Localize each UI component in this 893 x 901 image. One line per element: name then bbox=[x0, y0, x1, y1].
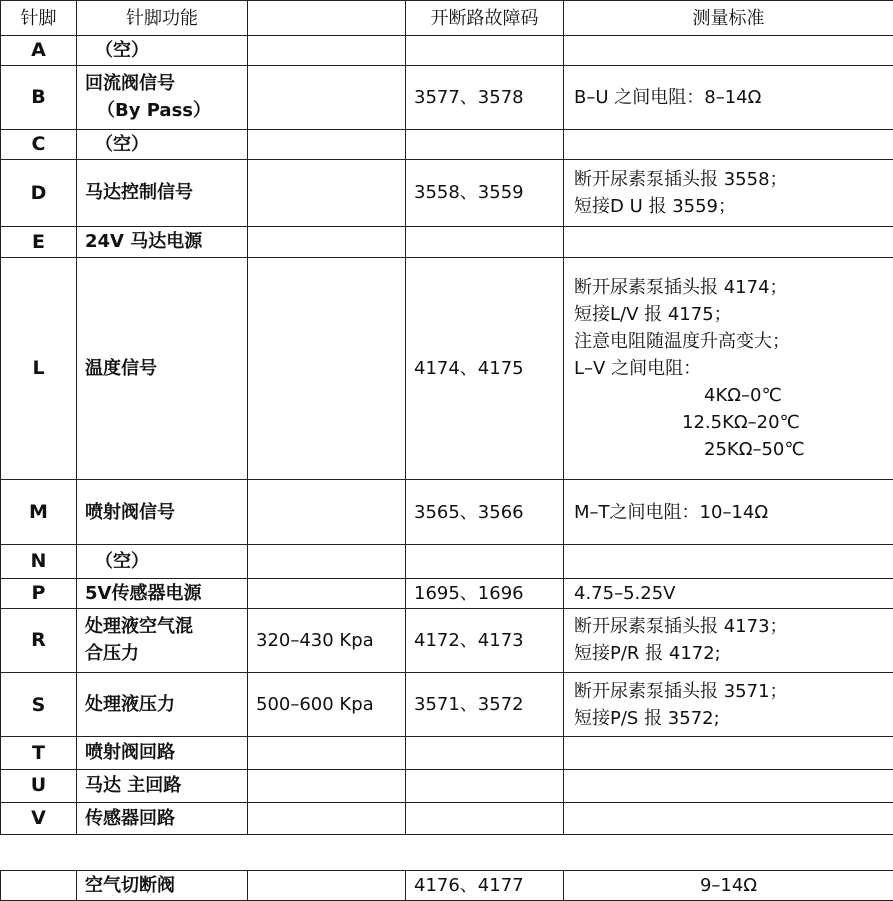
header-row bbox=[1, 1, 893, 36]
pin-cell: A bbox=[1, 36, 77, 66]
function-cell: 马达控制信号 bbox=[77, 159, 248, 226]
code-cell bbox=[406, 545, 564, 578]
code-cell: 3558、3559 bbox=[406, 159, 564, 226]
standard-cell: 9–14Ω bbox=[564, 871, 893, 901]
pressure-cell bbox=[248, 226, 406, 257]
pin-cell: C bbox=[1, 129, 77, 159]
header-pin: 针脚 bbox=[1, 1, 77, 36]
table-row bbox=[1, 737, 893, 769]
standard-cell: B–U 之间电阻：8–14Ω bbox=[564, 65, 893, 129]
code-cell: 4176、4177 bbox=[406, 871, 564, 901]
standard-cell: 断开尿素泵插头报 3571； 短接P/S 报 3572; bbox=[564, 673, 893, 737]
standard-cell: 断开尿素泵插头报 3558； 短接D U 报 3559； bbox=[564, 159, 893, 226]
pin-cell: E bbox=[1, 226, 77, 257]
pin-cell: R bbox=[1, 608, 77, 672]
pressure-cell bbox=[248, 36, 406, 66]
function-cell: 马达 主回路 bbox=[77, 769, 248, 802]
standard-cell: 断开尿素泵插头报 4174； 短接L/V 报 4175； 注意电阻随温度升高变大； L–V 之间电阻： 4KΩ–0℃ 12.5KΩ–20℃ 25KΩ–50℃ bbox=[564, 258, 893, 480]
function-cell: 传感器回路 bbox=[77, 802, 248, 834]
code-cell: 3565、3566 bbox=[406, 480, 564, 545]
pin-cell: D bbox=[1, 159, 77, 226]
standard-cell bbox=[564, 226, 893, 257]
pin-cell: P bbox=[1, 578, 77, 608]
function-cell: （空） bbox=[77, 545, 248, 578]
pin-cell: U bbox=[1, 769, 77, 802]
pressure-cell bbox=[248, 737, 406, 769]
standard-cell bbox=[564, 36, 893, 66]
code-cell bbox=[406, 226, 564, 257]
table-row bbox=[1, 129, 893, 159]
function-cell: 温度信号 bbox=[77, 258, 248, 480]
pin-cell: S bbox=[1, 673, 77, 737]
table-row bbox=[1, 871, 893, 901]
table-row bbox=[1, 480, 893, 545]
pin-cell bbox=[1, 871, 77, 901]
code-cell bbox=[406, 129, 564, 159]
table-row bbox=[1, 226, 893, 257]
header-function: 针脚功能 bbox=[77, 1, 248, 36]
table-row bbox=[1, 36, 893, 66]
table-row bbox=[1, 545, 893, 578]
pin-cell: T bbox=[1, 737, 77, 769]
pressure-cell bbox=[248, 578, 406, 608]
header-pressure bbox=[248, 1, 406, 36]
pressure-cell bbox=[248, 258, 406, 480]
function-cell: 处理液压力 bbox=[77, 673, 248, 737]
air-cutoff-valve-table bbox=[0, 870, 893, 901]
standard-cell bbox=[564, 769, 893, 802]
function-cell: 空气切断阀 bbox=[77, 871, 248, 901]
code-cell: 4172、4173 bbox=[406, 608, 564, 672]
function-cell: 回流阀信号 （By Pass） bbox=[77, 65, 248, 129]
function-cell: 处理液空气混 合压力 bbox=[77, 608, 248, 672]
table-row bbox=[1, 578, 893, 608]
standard-cell bbox=[564, 802, 893, 834]
standard-cell: 4.75–5.25V bbox=[564, 578, 893, 608]
table-row bbox=[1, 769, 893, 802]
standard-cell bbox=[564, 737, 893, 769]
pressure-cell bbox=[248, 480, 406, 545]
standard-cell: M–T之间电阻：10–14Ω bbox=[564, 480, 893, 545]
table-row bbox=[1, 65, 893, 129]
pressure-cell bbox=[248, 65, 406, 129]
code-cell: 3577、3578 bbox=[406, 65, 564, 129]
table-row bbox=[1, 159, 893, 226]
code-cell bbox=[406, 769, 564, 802]
standard-cell bbox=[564, 129, 893, 159]
standard-cell: 断开尿素泵插头报 4173； 短接P/R 报 4172; bbox=[564, 608, 893, 672]
code-cell: 1695、1696 bbox=[406, 578, 564, 608]
pin-cell: B bbox=[1, 65, 77, 129]
function-cell: 5V传感器电源 bbox=[77, 578, 248, 608]
function-cell: 喷射阀信号 bbox=[77, 480, 248, 545]
function-cell: 喷射阀回路 bbox=[77, 737, 248, 769]
header-code: 开断路故障码 bbox=[406, 1, 564, 36]
function-cell: 24V 马达电源 bbox=[77, 226, 248, 257]
header-standard: 测量标准 bbox=[564, 1, 893, 36]
pressure-cell: 320–430 Kpa bbox=[248, 608, 406, 672]
pressure-cell bbox=[248, 871, 406, 901]
pressure-cell: 500–600 Kpa bbox=[248, 673, 406, 737]
pin-cell: N bbox=[1, 545, 77, 578]
pin-cell: V bbox=[1, 802, 77, 834]
pressure-cell bbox=[248, 129, 406, 159]
pin-cell: M bbox=[1, 480, 77, 545]
pressure-cell bbox=[248, 545, 406, 578]
standard-cell bbox=[564, 545, 893, 578]
table-row bbox=[1, 608, 893, 672]
pressure-cell bbox=[248, 802, 406, 834]
function-cell: （空） bbox=[77, 129, 248, 159]
function-cell: （空） bbox=[77, 36, 248, 66]
pressure-cell bbox=[248, 159, 406, 226]
code-cell: 4174、4175 bbox=[406, 258, 564, 480]
code-cell bbox=[406, 737, 564, 769]
table-row bbox=[1, 673, 893, 737]
code-cell bbox=[406, 802, 564, 834]
pin-cell: L bbox=[1, 258, 77, 480]
code-cell bbox=[406, 36, 564, 66]
table-row bbox=[1, 802, 893, 834]
table-row bbox=[1, 258, 893, 480]
pressure-cell bbox=[248, 769, 406, 802]
code-cell: 3571、3572 bbox=[406, 673, 564, 737]
